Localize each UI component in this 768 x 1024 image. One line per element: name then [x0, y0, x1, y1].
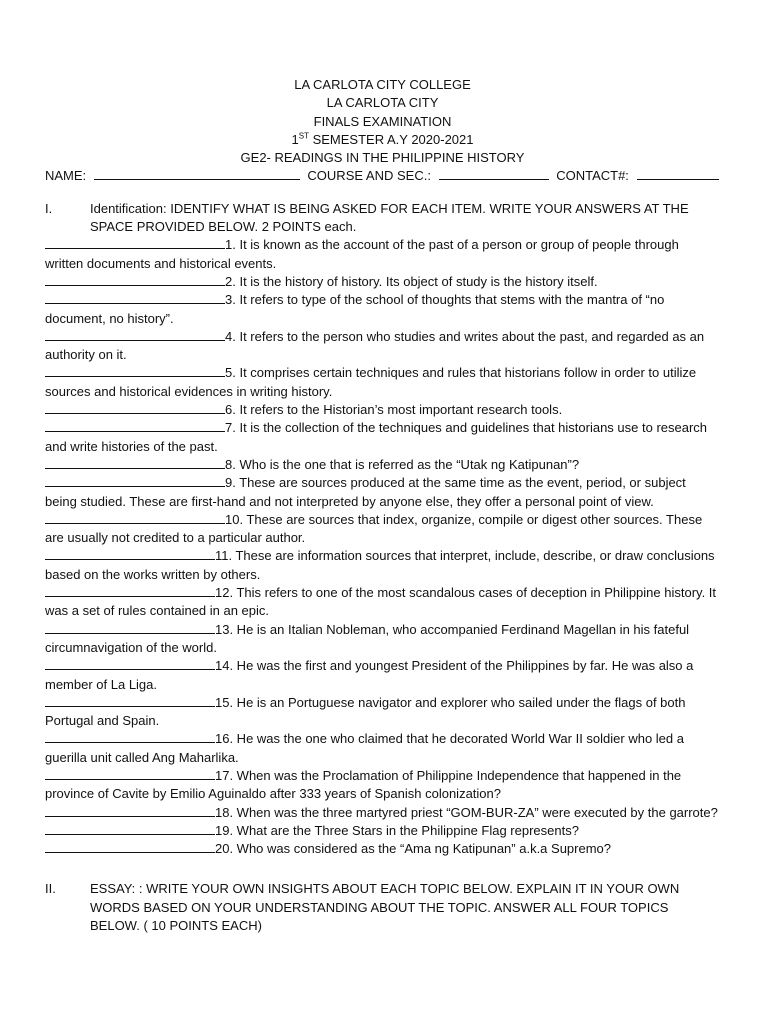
- contact-field[interactable]: [637, 167, 719, 180]
- exam-header: [45, 76, 720, 167]
- question-item: [45, 291, 720, 328]
- question-item: [45, 621, 720, 658]
- question-item: [45, 730, 720, 767]
- question-item: [45, 767, 720, 804]
- question-item: [45, 364, 720, 401]
- question-text: 14. He was the first and youngest President of the Philippines by far. He was also a member of La Liga.: [45, 658, 694, 692]
- question-item: [45, 840, 720, 858]
- answer-blank[interactable]: [45, 804, 215, 817]
- question-text: 3. It refers to type of the school of thoughts that stems with the mantra of “no document, no history”.: [45, 292, 665, 326]
- answer-blank[interactable]: [45, 657, 215, 670]
- question-item: [45, 584, 720, 621]
- course-section-field[interactable]: [439, 167, 549, 180]
- question-item: [45, 657, 720, 694]
- exam-title: FINALS EXAMINATION: [313, 113, 452, 129]
- answer-blank[interactable]: [45, 401, 225, 414]
- question-text: 9. These are sources produced at the same time as the event, period, or subject being studied. These are first-hand and not interpreted by anyone else, they offer a personal point of view.: [45, 475, 686, 509]
- semester-line: [45, 131, 720, 149]
- question-item: [45, 401, 720, 419]
- question-text: 20. Who was considered as the “Ama ng Katipunan” a.k.a Supremo?: [215, 841, 611, 857]
- question-item: [45, 804, 720, 822]
- question-item: [45, 822, 720, 840]
- answer-blank[interactable]: [45, 364, 225, 377]
- question-item: [45, 236, 720, 273]
- answer-blank[interactable]: [45, 822, 215, 835]
- question-text: 6. It refers to the Historian’s most important research tools.: [225, 402, 563, 418]
- name-label: NAME:: [45, 168, 87, 184]
- course-section-label: COURSE AND SEC.:: [307, 168, 431, 184]
- answer-blank[interactable]: [45, 456, 225, 469]
- answer-blank[interactable]: [45, 621, 215, 634]
- question-item: [45, 328, 720, 365]
- question-text: 10. These are sources that index, organize, compile or digest other sources. These are usually not credited to a particular author.: [45, 511, 703, 546]
- essay-heading: [45, 880, 720, 935]
- answer-blank[interactable]: [45, 694, 215, 707]
- question-text: 19. What are the Three Stars in the Philippine Flag represents?: [215, 822, 579, 838]
- question-text: 2. It is the history of history. Its object of study is the history itself.: [225, 273, 598, 289]
- identification-section: [45, 200, 720, 859]
- question-text: 8. Who is the one that is referred as the “Utak ng Katipunan”?: [225, 456, 580, 472]
- question-text: 12. This refers to one of the most scandalous cases of deception in Philippine history. It was a set of rules contained in an epic.: [45, 585, 717, 619]
- semester-number: 1: [291, 131, 299, 147]
- section-instructions: Identification: IDENTIFY WHAT IS BEING ASKED FOR EACH ITEM. WRITE YOUR ANSWERS AT THE SPACE PROVIDED BELOW. 2 POINTS each.: [90, 200, 689, 235]
- answer-blank[interactable]: [45, 767, 215, 780]
- question-item: [45, 474, 720, 511]
- question-text: 15. He is an Portuguese navigator and explorer who sailed under the flags of both Portugal and Spain.: [45, 694, 686, 729]
- question-text: 16. He was the one who claimed that he decorated World War II soldier who led a guerilla unit called Ang Maharlika.: [45, 731, 684, 765]
- question-text: 5. It comprises certain techniques and rules that historians follow in order to utilize sources and historical evidences in writing history.: [45, 365, 697, 399]
- essay-section: [45, 880, 720, 935]
- answer-blank[interactable]: [45, 273, 225, 286]
- question-text: 1. It is known as the account of the past of a person or group of people through written documents and historical events.: [45, 237, 679, 271]
- question-item: [45, 273, 720, 291]
- semester-text: SEMESTER A.Y 2020-2021: [308, 131, 474, 147]
- semester-superscript: ST: [298, 131, 309, 141]
- answer-blank[interactable]: [45, 730, 215, 743]
- question-item: [45, 511, 720, 548]
- question-text: 18. When was the three martyred priest “GOM-BUR-ZA” were executed by the garrote?: [215, 804, 718, 820]
- course-title: GE2- READINGS IN THE PHILIPPINE HISTORY: [240, 150, 525, 166]
- school-city: LA CARLOTA CITY: [326, 95, 439, 111]
- answer-blank[interactable]: [45, 840, 215, 853]
- question-list: [45, 236, 720, 858]
- answer-blank[interactable]: [45, 474, 225, 487]
- question-item: [45, 419, 720, 456]
- question-item: [45, 694, 720, 731]
- name-field[interactable]: [94, 167, 300, 180]
- question-item: [45, 456, 720, 474]
- question-text: 7. It is the collection of the techniques and guidelines that historians use to research and write histories of the past.: [45, 420, 708, 454]
- answer-blank[interactable]: [45, 419, 225, 432]
- answer-blank[interactable]: [45, 511, 225, 524]
- identification-heading: [45, 200, 720, 237]
- question-text: 4. It refers to the person who studies and writes about the past, and regarded as an authority on it.: [45, 328, 705, 363]
- question-item: [45, 547, 720, 584]
- question-text: 17. When was the Proclamation of Philippine Independence that happened in the province of Cavite by Emilio Aguinaldo after 333 years of Spanish colonization?: [45, 767, 682, 802]
- school-name: LA CARLOTA CITY COLLEGE: [294, 77, 471, 92]
- answer-blank[interactable]: [45, 584, 215, 597]
- student-info-row: [45, 167, 720, 185]
- question-text: 13. He is an Italian Nobleman, who accompanied Ferdinand Magellan in his fateful circumnavigation of the world.: [45, 621, 690, 655]
- section-instructions: ESSAY: : WRITE YOUR OWN INSIGHTS ABOUT EACH TOPIC BELOW. EXPLAIN IT IN YOUR OWN WORDS BASED ON YOUR UNDERSTANDING ABOUT THE TOPIC. ANSWER ALL FOUR TOPICS BELOW. ( 10 POINTS EACH): [90, 881, 680, 934]
- answer-blank[interactable]: [45, 236, 225, 249]
- contact-label: CONTACT#:: [556, 168, 629, 184]
- section-number: I.: [45, 200, 53, 216]
- answer-blank[interactable]: [45, 547, 215, 560]
- section-number: II.: [45, 881, 56, 897]
- question-text: 11. These are information sources that interpret, include, describe, or draw conclusions based on the works written by others.: [45, 548, 715, 582]
- answer-blank[interactable]: [45, 291, 225, 304]
- answer-blank[interactable]: [45, 328, 225, 341]
